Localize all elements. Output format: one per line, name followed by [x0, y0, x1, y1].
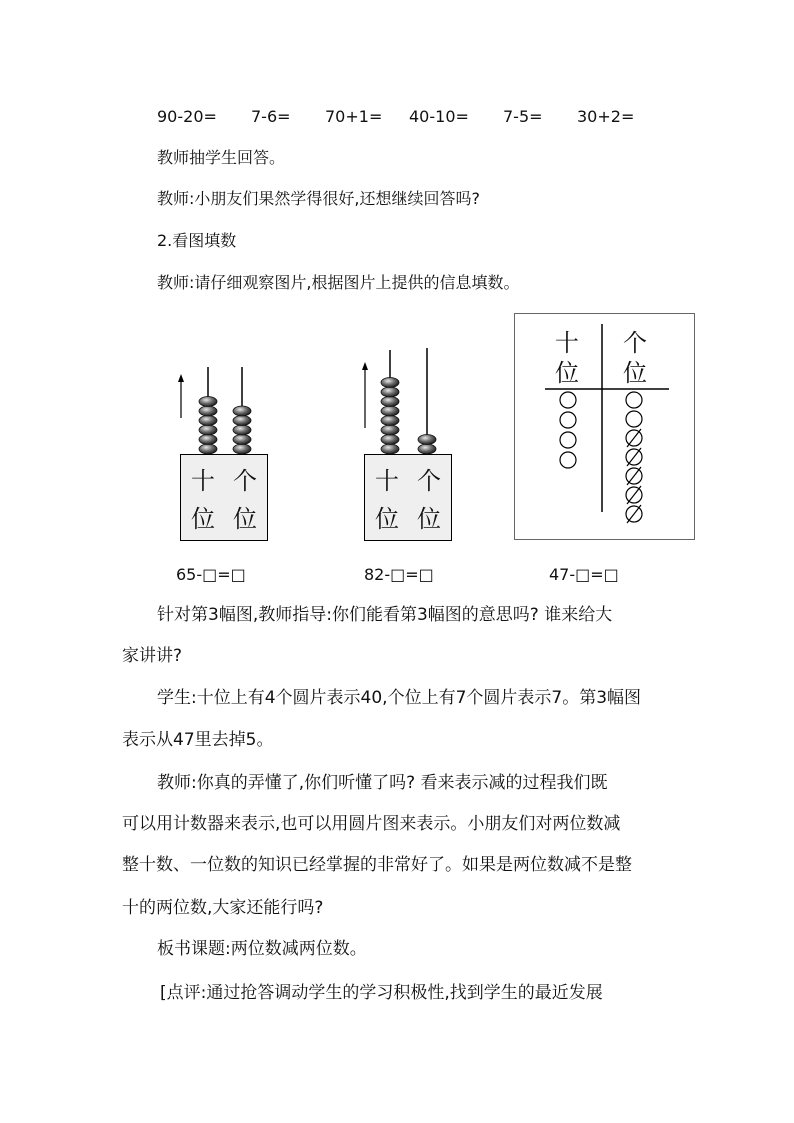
up-arrow-head: [178, 374, 184, 382]
paragraph-1-line-2: 家讲讲?: [122, 646, 183, 666]
text-line-1: 教师抽学生回答。: [157, 148, 286, 167]
tens-bead: [381, 425, 399, 435]
place-value-chart: [514, 313, 695, 540]
base-char-wei-1: 位: [375, 505, 399, 533]
base-char-ge: 个: [233, 467, 257, 495]
base-char-wei-1: 位: [191, 505, 215, 533]
base-char-shi: 十: [191, 467, 215, 495]
equation-2: 7-6=: [251, 107, 291, 126]
tens-circle: [560, 432, 576, 448]
tens-bead: [381, 416, 399, 426]
base-char-wei-2: 位: [233, 505, 257, 533]
chart-header-ge: 个: [623, 329, 647, 357]
tens-circle: [560, 412, 576, 428]
chart-grid: [515, 314, 696, 541]
tens-circle: [560, 452, 576, 468]
tens-bead: [381, 378, 399, 388]
base-char-ge: 个: [417, 467, 441, 495]
text-line-3: 2.看图填数: [157, 231, 237, 250]
caption-3: 47-□=□: [549, 565, 619, 584]
abacus-rods-2: [355, 340, 465, 460]
abacus-figure-1: [170, 360, 280, 545]
tens-bead: [381, 397, 399, 407]
paragraph-5: [点评:通过抢答调动学生的学习积极性,找到学生的最近发展: [160, 983, 603, 1003]
paragraph-3-line-1: 教师:你真的弄懂了,你们听懂了吗? 看来表示减的过程我们既: [157, 773, 608, 793]
paragraph-2-line-1: 学生:十位上有4个圆片表示40,个位上有7个圆片表示7。第3幅图: [157, 688, 642, 708]
equation-5: 7-5=: [503, 107, 543, 126]
paragraph-3-line-4: 十的两位数,大家还能行吗?: [122, 898, 324, 918]
equation-3: 70+1=: [325, 107, 383, 126]
equation-6: 30+2=: [577, 107, 635, 126]
caption-1: 65-□=□: [176, 565, 246, 584]
ones-bead: [418, 435, 436, 445]
chart-header-wei-1: 位: [555, 359, 579, 387]
tens-bead: [381, 406, 399, 416]
tens-bead: [199, 435, 217, 445]
counter-base-1: [180, 454, 268, 541]
ones-circle: [626, 411, 642, 427]
paragraph-3-line-3: 整十数、一位数的知识已经掌握的非常好了。如果是两位数减不是整: [122, 855, 632, 875]
paragraph-4: 板书课题:两位数减两位数。: [157, 939, 367, 959]
counter-base-2: [364, 454, 452, 541]
tens-bead: [199, 444, 217, 454]
tens-circle: [560, 392, 576, 408]
tens-bead: [381, 435, 399, 445]
base-char-shi: 十: [375, 467, 399, 495]
abacus-figure-2: [355, 340, 465, 545]
paragraph-3-line-2: 可以用计数器来表示,也可以用圆片图来表示。小朋友们对两位数减: [122, 814, 621, 834]
ones-bead: [233, 444, 251, 454]
tens-bead: [381, 387, 399, 397]
ones-bead: [418, 444, 436, 454]
paragraph-2-line-2: 表示从47里去掉5。: [122, 730, 274, 750]
base-char-wei-2: 位: [417, 505, 441, 533]
tens-bead: [199, 406, 217, 416]
ones-bead: [233, 416, 251, 426]
ones-circle: [626, 392, 642, 408]
equation-4: 40-10=: [409, 107, 469, 126]
paragraph-1-line-1: 针对第3幅图,教师指导:你们能看第3幅图的意思吗? 谁来给大: [157, 605, 613, 625]
caption-2: 82-□=□: [364, 565, 434, 584]
tens-bead: [199, 425, 217, 435]
chart-header-wei-2: 位: [623, 359, 647, 387]
ones-bead: [233, 435, 251, 445]
text-line-2: 教师:小朋友们果然学得很好,还想继续回答吗?: [157, 189, 480, 208]
abacus-rods-1: [170, 360, 280, 460]
equation-1: 90-20=: [157, 107, 217, 126]
ones-bead: [233, 406, 251, 416]
tens-bead: [199, 397, 217, 407]
text-line-4: 教师:请仔细观察图片,根据图片上提供的信息填数。: [157, 273, 520, 292]
up-arrow-head: [362, 362, 368, 370]
ones-bead: [233, 425, 251, 435]
tens-bead: [199, 416, 217, 426]
chart-header-shi: 十: [555, 329, 579, 357]
tens-bead: [381, 444, 399, 454]
